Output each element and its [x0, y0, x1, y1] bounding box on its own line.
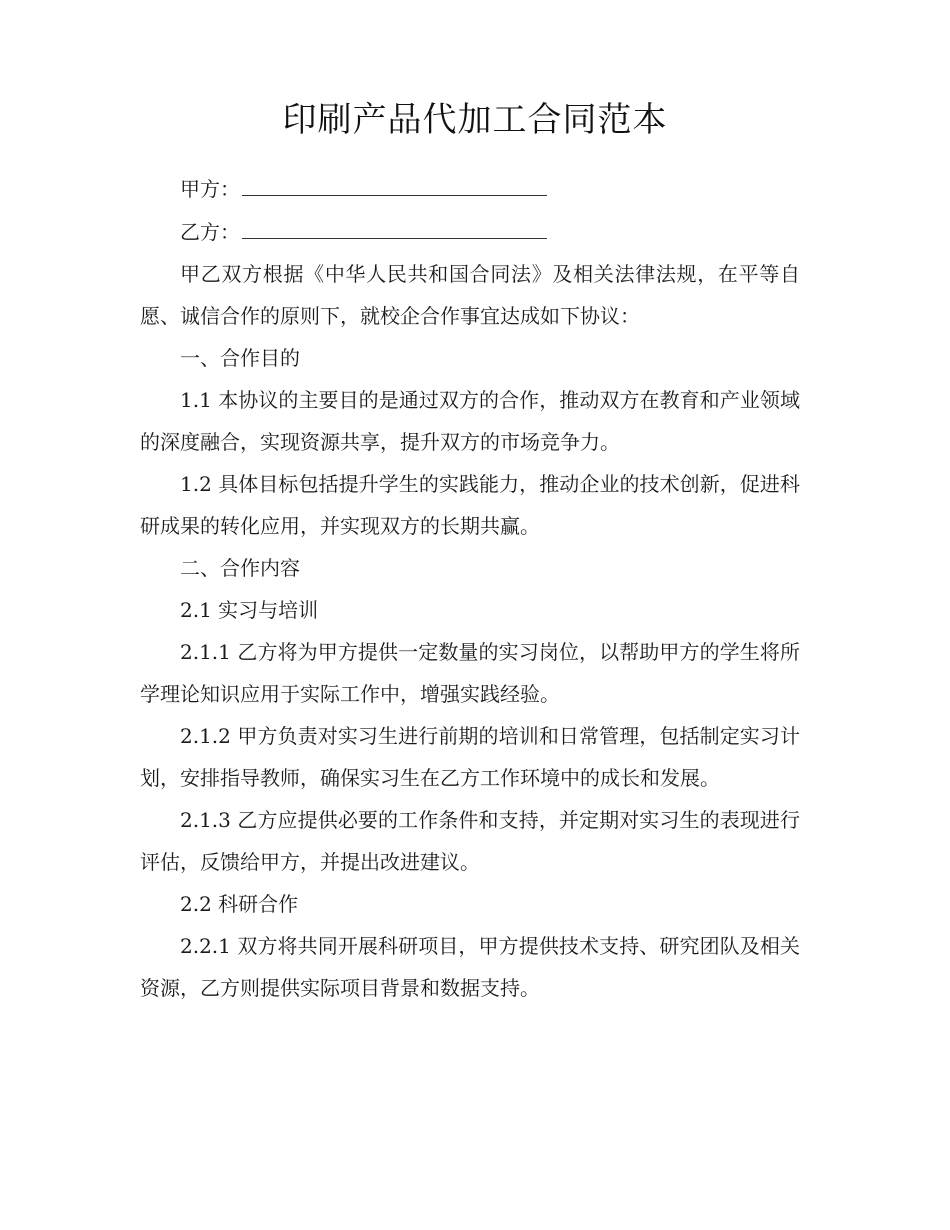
subsection-2-1: 2.1 实习与培训: [180, 598, 319, 622]
subsection-2-2: 2.2 科研合作: [180, 892, 299, 916]
clause-2-1-3: 2.1.3 乙方应提供必要的工作条件和支持，并定期对实习生的表现进行评估，反馈给甲方，并提出改进建议。: [140, 808, 800, 874]
section-heading-2: 二、合作内容: [180, 556, 300, 580]
document-body: [140, 167, 800, 1009]
party-a-label: 甲方：: [180, 177, 240, 201]
document-title: 印刷产品代加工合同范本: [282, 100, 668, 140]
clause-1-2: 1.2 具体目标包括提升学生的实践能力，推动企业的技术创新，促进科研成果的转化应用，并实现双方的长期共赢。: [140, 472, 800, 538]
party-a-blank: [242, 167, 547, 196]
party-b-label: 乙方：: [180, 220, 240, 244]
clause-2-2-1: 2.2.1 双方将共同开展科研项目，甲方提供技术支持、研究团队及相关资源，乙方则提供实际项目背景和数据支持。: [140, 934, 800, 1000]
clause-2-1-1: 2.1.1 乙方将为甲方提供一定数量的实习岗位，以帮助甲方的学生将所学理论知识应用于实际工作中，增强实践经验。: [140, 640, 800, 706]
party-a-line: [140, 167, 800, 210]
party-b-line: [140, 210, 800, 253]
paragraph-preamble: 甲乙双方根据《中华人民共和国合同法》及相关法律法规，在平等自愿、诚信合作的原则下，就校企合作事宜达成如下协议：: [140, 262, 800, 328]
clause-1-1: 1.1 本协议的主要目的是通过双方的合作，推动双方在教育和产业领域的深度融合，实现资源共享，提升双方的市场竞争力。: [140, 388, 800, 454]
section-heading-1: 一、合作目的: [180, 346, 300, 370]
party-b-blank: [242, 210, 547, 239]
clause-2-1-2: 2.1.2 甲方负责对实习生进行前期的培训和日常管理，包括制定实习计划，安排指导教师，确保实习生在乙方工作环境中的成长和发展。: [140, 724, 800, 790]
